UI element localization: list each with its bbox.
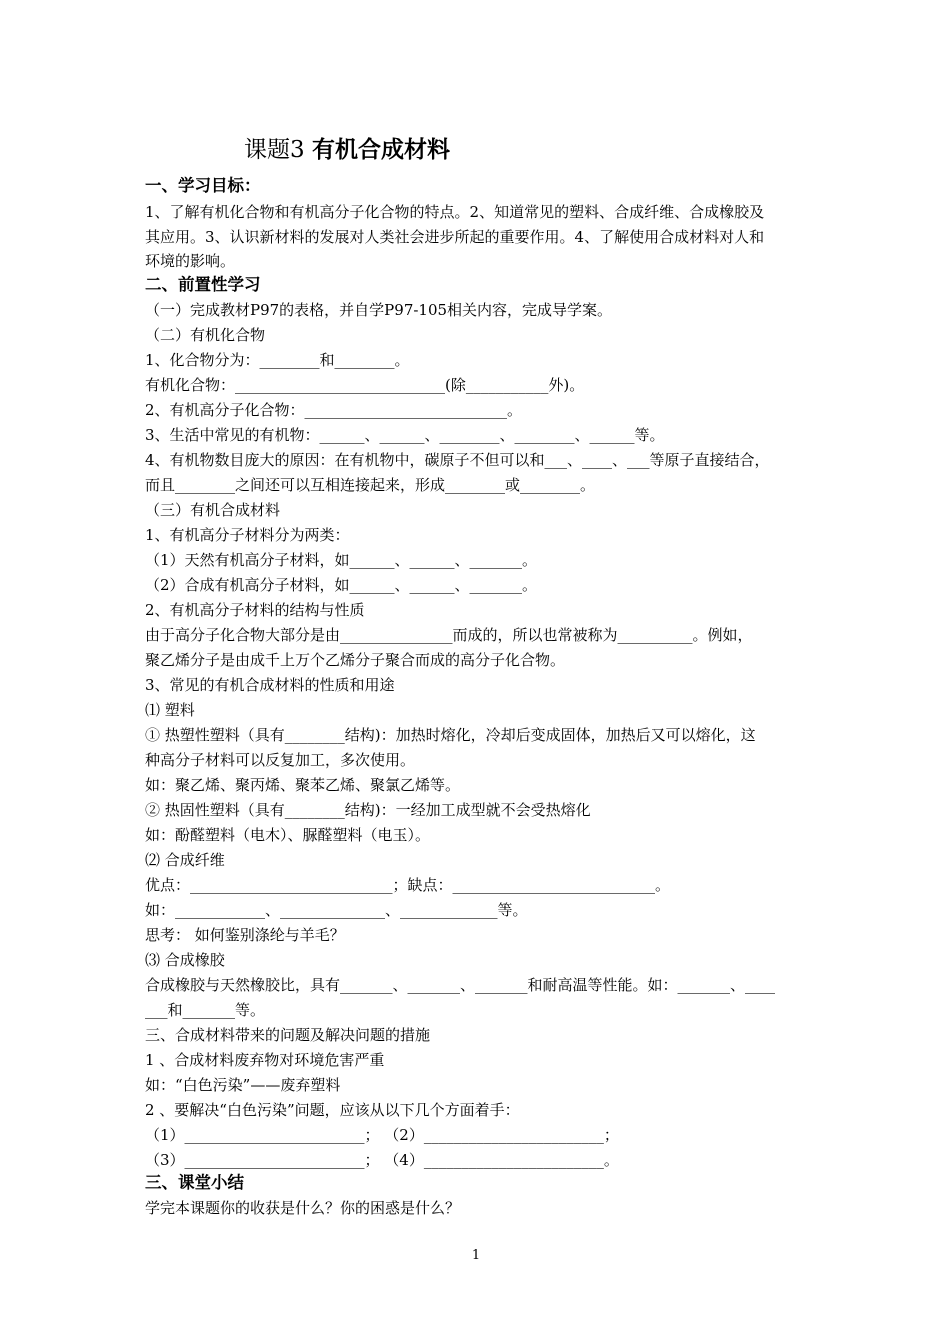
text-line: 1 、合成材料废弃物对环境危害严重 <box>145 1051 385 1069</box>
text-line: 4、有机物数目庞大的原因：在有机物中，碳原子不但可以和___、____、___等原子直接结合， <box>145 451 770 469</box>
text-line: （一）完成教材P97的表格，并自学P97-105相关内容，完成导学案。 <box>145 301 613 319</box>
text-line: 合成橡胶与天然橡胶比，具有_______、_______、_______和耐高温等性能。如：_______、____ <box>145 976 776 994</box>
text-line: 如：酚醛塑料（电木）、脲醛塑料（电玉）。 <box>145 826 431 844</box>
title-main: 有机合成材料 <box>311 136 450 163</box>
text-line: 如：聚乙烯、聚丙烯、聚苯乙烯、聚氯乙烯等。 <box>145 776 461 794</box>
text-line: （三）有机合成材料 <box>145 501 281 519</box>
text-line: 其应用。3、认识新材料的发展对人类社会进步所起的重要作用。4、了解使用合成材料对人和 <box>145 228 765 246</box>
text-line: 由于高分子化合物大部分是由_______________而成的，所以也常被称为__________。例如， <box>145 626 753 644</box>
text-line: ② 热固性塑料（具有________结构)：一经加工成型就不会受热熔化 <box>145 801 591 819</box>
text-line: 2 、要解决“白色污染”问题，应该从以下几个方面着手： <box>145 1101 520 1119</box>
text-line: 1、有机高分子材料分为两类： <box>145 526 350 544</box>
text-line: 思考： 如何鉴别涤纶与羊毛？ <box>145 926 345 944</box>
text-line: 环境的影响。 <box>145 252 236 270</box>
text-line: 如：____________、______________、_____________等。 <box>145 901 528 919</box>
text-line: 1、化合物分为：________和________。 <box>145 351 410 369</box>
text-line: 1、了解有机化合物和有机高分子化合物的特点。2、知道常见的塑料、合成纤维、合成橡胶及 <box>145 203 765 221</box>
text-line: （1）天然有机高分子材料，如______、______、_______。 <box>145 551 538 569</box>
text-line: 2、有机高分子材料的结构与性质 <box>145 601 365 619</box>
section-heading-prestudy: 二、前置性学习 <box>145 275 261 294</box>
text-line: 而且________之间还可以互相连接起来，形成________或________。 <box>145 476 596 494</box>
text-line: ⑴ 塑料 <box>145 701 195 719</box>
text-line: 学完本课题你的收获是什么？你的困惑是什么？ <box>145 1199 461 1217</box>
text-line: 如：“白色污染”——废弃塑料 <box>145 1076 341 1094</box>
text-line: 种高分子材料可以反复加工，多次使用。 <box>145 751 416 769</box>
text-line: 2、有机高分子化合物：___________________________。 <box>145 401 523 419</box>
title-prefix: 课题3 <box>244 137 312 163</box>
text-line: （1）________________________； （2）________________________； <box>145 1126 619 1144</box>
text-line: 优点：___________________________；缺点：___________________________。 <box>145 876 671 894</box>
text-line: 聚乙烯分子是由成千上万个乙烯分子聚合而成的高分子化合物。 <box>145 651 566 669</box>
text-line: 有机化合物：____________________________(除___________外)。 <box>145 376 585 394</box>
section-heading-objectives: 一、学习目标： <box>145 176 261 195</box>
section-heading-summary: 三、课堂小结 <box>145 1173 244 1192</box>
page-title <box>244 134 450 166</box>
page-number: 1 <box>471 1248 481 1263</box>
text-line: （3）________________________； （4）________________________。 <box>145 1151 619 1169</box>
text-line: 3、常见的有机合成材料的性质和用途 <box>145 676 395 694</box>
text-line: ___和_______等。 <box>145 1001 266 1019</box>
text-line: ① 热塑性塑料（具有________结构)：加热时熔化，冷却后变成固体，加热后又可以熔化，这 <box>145 726 756 744</box>
text-line: ⑵ 合成纤维 <box>145 851 225 869</box>
text-line: 三、合成材料带来的问题及解决问题的措施 <box>145 1026 431 1044</box>
text-line: （2）合成有机高分子材料，如______、______、_______。 <box>145 576 538 594</box>
text-line: 3、生活中常见的有机物：______、______、________、________、______等。 <box>145 426 665 444</box>
text-line: ⑶ 合成橡胶 <box>145 951 225 969</box>
text-line: （二）有机化合物 <box>145 326 266 344</box>
